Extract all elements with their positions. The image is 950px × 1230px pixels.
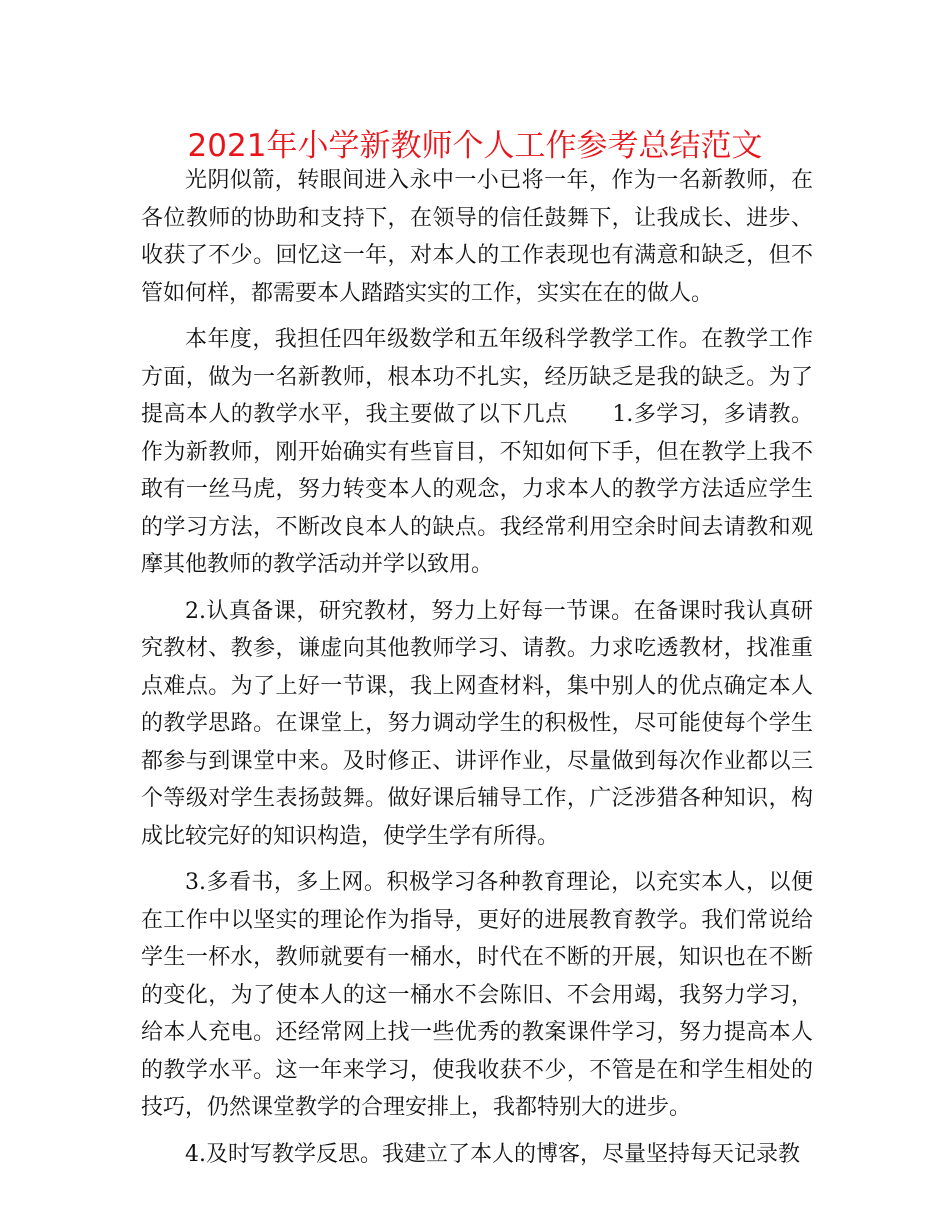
document-body (141, 162, 813, 1182)
paragraph-1: 光阴似箭，转眼间进入永中一小已将一年，作为一名新教师，在各位教师的协助和支持下，在领导的信任鼓舞下，让我成长、进步、收获了不少。回忆这一年，对本人的工作表现也有满意和缺乏，但不管如何样，都需要本人踏踏实实的工作，实实在在的做人。 (141, 168, 813, 306)
paragraph-4: 3.多看书，多上网。积极学习各种教育理论，以充实本人，以便在工作中以坚实的理论作为指导，更好的进展教育教学。我们常说给学生一杯水，教师就要有一桶水，时代在不断的开展，知识也在不断的变化，为了使本人的这一桶水不会陈旧、不会用竭，我努力学习，给本人充电。还经常网上找一些优秀的教案课件学习，努力提高本人的教学水平。这一年来学习，使我收获不少，不管是在和学生相处的技巧，仍然课堂教学的合理安排上，我都特别大的进步。 (141, 870, 813, 1120)
paragraph-3: 2.认真备课，研究教材，努力上好每一节课。在备课时我认真研究教材、教参，谦虚向其他教师学习、请教。力求吃透教材，找准重点难点。为了上好一节课，我上网查材料，集中别人的优点确定本人的教学思路。在课堂上，努力调动学生的积极性，尽可能使每个学生都参与到课堂中来。及时修正、讲评作业，尽量做到每次作业都以三个等级对学生表扬鼓舞。做好课后辅导工作，广泛涉猎各种知识，构成比较完好的知识构造，使学生学有所得。 (141, 598, 813, 849)
paragraph-2: 本年度，我担任四年级数学和五年级科学教学工作。在教学工作方面，做为一名新教师，根本功不扎实，经历缺乏是我的缺乏。为了提高本人的教学水平，我主要做了以下几点 1.多学习，多请教。作为新教师，刚开始确实有些盲目，不知如何下手，但在教学上我不敢有一丝马虎，努力转变本人的观念，力求本人的教学方法适应学生的学习方法，不断改良本人的缺点。我经常利用空余时间去请教和观摩其他教师的教学活动并学以致用。 (141, 327, 813, 577)
document-title: 2021年小学新教师个人工作参考总结范文 (187, 128, 763, 164)
paragraph-5: 4.及时写教学反思。我建立了本人的博客，尽量坚持每天记录教 (185, 1141, 800, 1167)
